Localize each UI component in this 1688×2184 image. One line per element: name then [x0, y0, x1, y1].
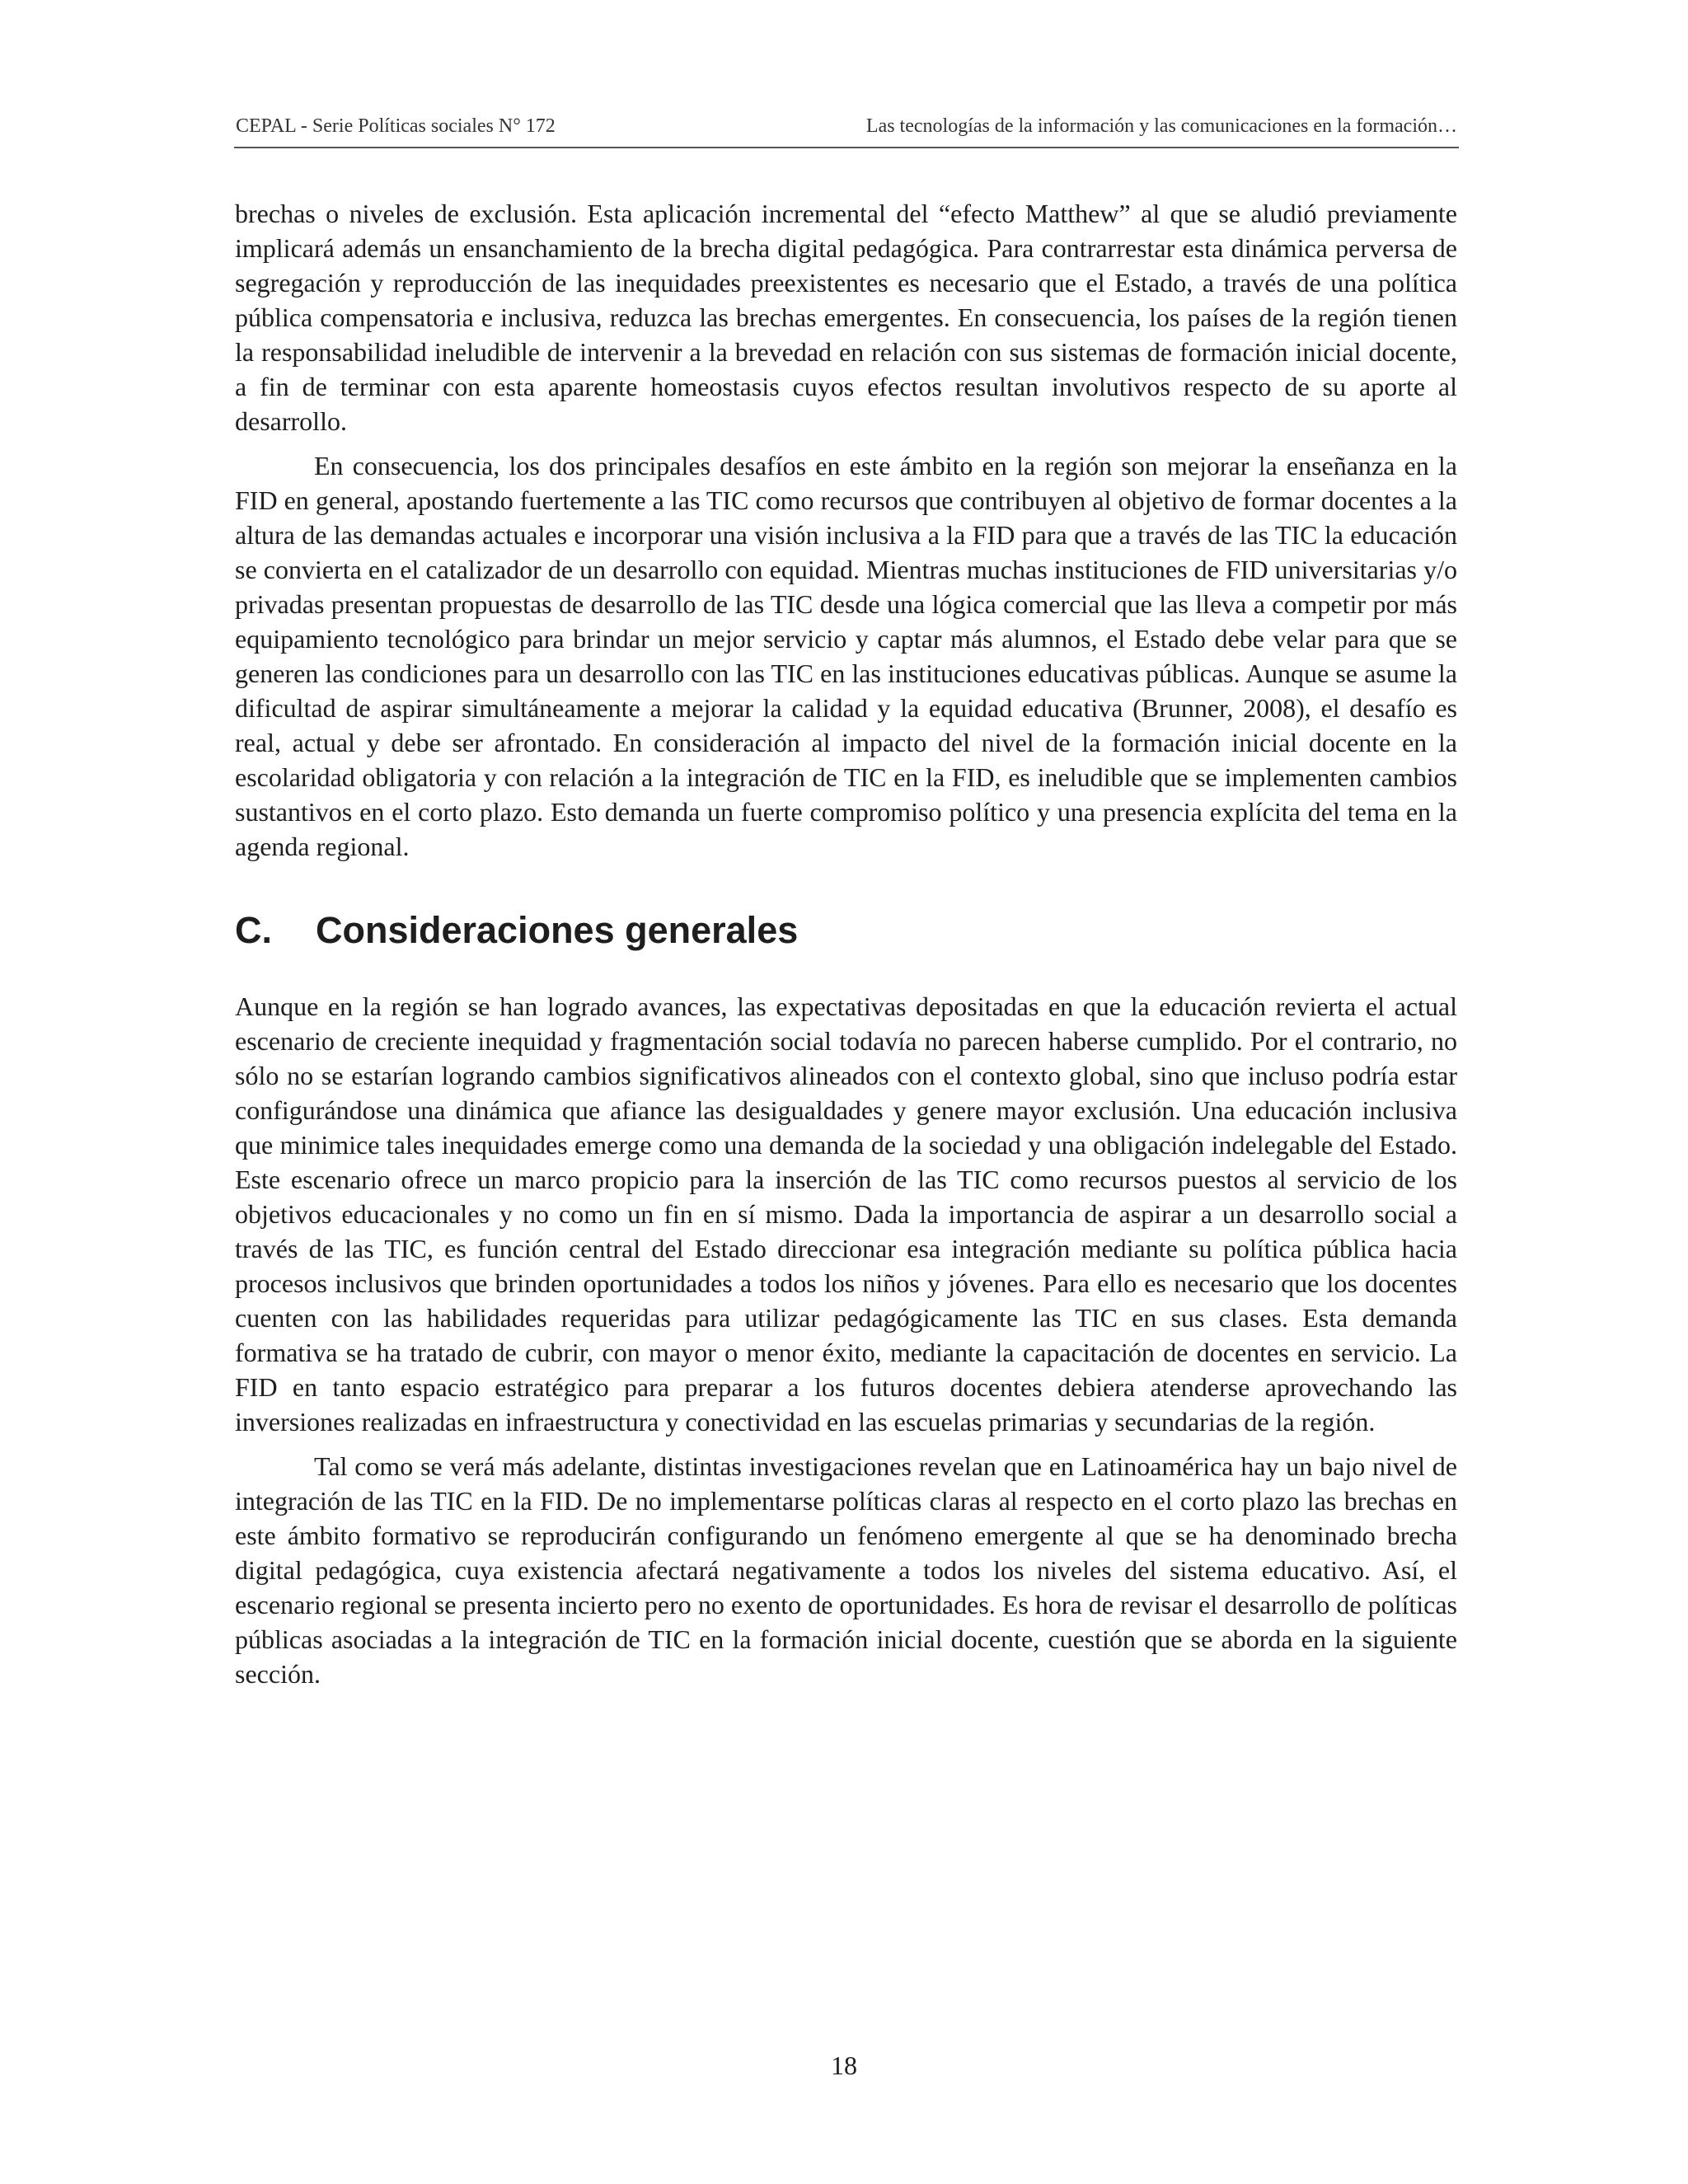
section-title: Consideraciones generales — [316, 909, 799, 951]
page-number: 18 — [831, 2050, 857, 2080]
paragraph-challenges: En consecuencia, los dos principales desafíos en este ámbito en la región son mejorar la enseñanza en la FID en general, apostando fuertemente a las TIC como recursos que contribuyen al objetivo de formar docentes a la altura de las demandas actuales e incorporar una visión inclusiva a la FID para que a través de las TIC la educación se convierta en el catalizador de un desarrollo con equidad. Mientras muchas instituciones de FID universitarias y/o privadas presentan propuestas de desarrollo de las TIC desde una lógica comercial que las lleva a competir por más equipamiento tecnológico para brindar un mejor servicio y captar más alumnos, el Estado debe velar para que se generen las condiciones para un desarrollo con las TIC en las instituciones educativas públicas. Aunque se asume la dificultad de aspirar simultáneamente a mejorar la calidad y la equidad educativa (Brunner, 2008), el desafío es real, actual y debe ser afrontado. En consideración al impacto del nivel de la formación inicial docente en la escolaridad obligatoria y con relación a la integración de TIC en la FID, es ineludible que se implementen cambios sustantivos en el corto plazo. Esto demanda un fuerte compromiso político y una presencia explícita del tema en la agenda regional. — [235, 451, 1457, 861]
body-content — [235, 196, 1457, 1691]
running-header — [234, 114, 1459, 148]
header-series-title: CEPAL - Serie Políticas sociales N° 172 — [236, 115, 556, 137]
paragraph-continuation: brechas o niveles de exclusión. Esta aplicación incremental del “efecto Matthew” al que se aludió previamente implicará además un ensanchamiento de la brecha digital pedagógica. Para contrarrestar esta dinámica perversa de segregación y reproducción de las inequidades preexistentes es necesario que el Estado, a través de una política pública compensatoria e inclusiva, reduzca las brechas emergentes. En consecuencia, los países de la región tienen la responsabilidad ineludible de intervenir a la brevedad en relación con sus sistemas de formación inicial docente, a fin de terminar con esta aparente homeostasis cuyos efectos resultan involutivos respecto de su aporte al desarrollo. — [235, 199, 1457, 436]
header-document-title: Las tecnologías de la información y las comunicaciones en la formación… — [865, 115, 1457, 137]
paragraph-conclusion: Tal como se verá más adelante, distintas investigaciones revelan que en Latinoamérica hay un bajo nivel de integración de las TIC en la FID. De no implementarse políticas claras al respecto en el corto plazo las brechas en este ámbito formativo se reproducirán configurando un fenómeno emergente al que se ha denominado brecha digital pedagógica, cuya existencia afectará negativamente a todos los niveles del sistema educativo. Así, el escenario regional se presenta incierto pero no exento de oportunidades. Es hora de revisar el desarrollo de políticas públicas asociadas a la integración de TIC en la formación inicial docente, cuestión que se aborda en la siguiente sección. — [235, 1451, 1457, 1689]
section-heading — [235, 908, 1457, 953]
section-letter: C. — [235, 909, 272, 951]
paragraph-general-considerations: Aunque en la región se han logrado avances, las expectativas depositadas en que la educación revierta el actual escenario de creciente inequidad y fragmentación social todavía no parecen haberse cumplido. Por el contrario, no sólo no se estarían logrando cambios significativos alineados con el contexto global, sino que incluso podría estar configurándose una dinámica que afiance las desigualdades y genere mayor exclusión. Una educación inclusiva que minimice tales inequidades emerge como una demanda de la sociedad y una obligación indelegable del Estado. Este escenario ofrece un marco propicio para la inserción de las TIC como recursos puestos al servicio de los objetivos educacionales y no como un fin en sí mismo. Dada la importancia de aspirar a un desarrollo social a través de las TIC, es función central del Estado direccionar esa integración mediante su política pública hacia procesos inclusivos que brinden oportunidades a todos los niños y jóvenes. Para ello es necesario que los docentes cuenten con las habilidades requeridas para utilizar pedagógicamente las TIC en sus clases. Esta demanda formativa se ha tratado de cubrir, con mayor o menor éxito, mediante la capacitación de docentes en servicio. La FID en tanto espacio estratégico para preparar a los futuros docentes debiera atenderse aprovechando las inversiones realizadas en infraestructura y conectividad en las escuelas primarias y secundarias de la región. — [235, 991, 1457, 1436]
